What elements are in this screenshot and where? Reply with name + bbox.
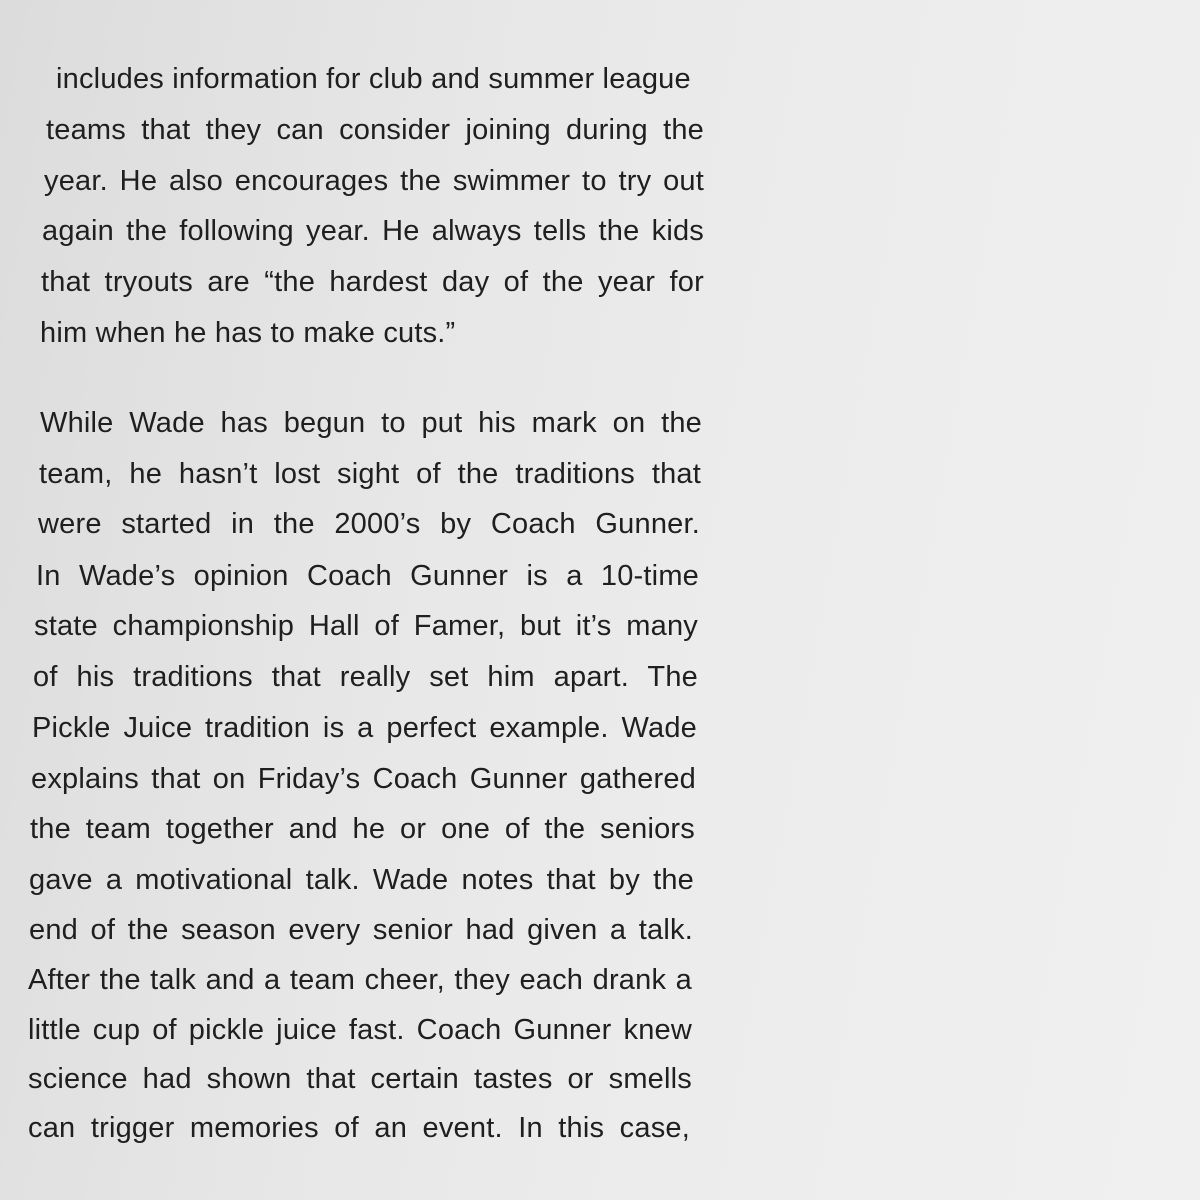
- text-line: him when he has to make cuts.”: [40, 317, 456, 349]
- text-line: end of the season every senior had given a talk.: [29, 914, 693, 946]
- text-line: again the following year. He always tells the kids: [42, 215, 704, 247]
- text-line: teams that they can consider joining during the: [46, 114, 704, 146]
- text-line: While Wade has begun to put his mark on the: [40, 407, 702, 439]
- text-line: In Wade’s opinion Coach Gunner is a 10-time: [36, 560, 699, 592]
- text-line: Pickle Juice tradition is a perfect example. Wade: [32, 712, 697, 744]
- text-line: can trigger memories of an event. In this case,: [28, 1112, 690, 1144]
- text-line: includes information for club and summer league: [56, 63, 691, 95]
- text-line: that tryouts are “the hardest day of the year for: [41, 266, 704, 298]
- text-line: of his traditions that really set him apart. The: [33, 661, 698, 693]
- text-line: little cup of pickle juice fast. Coach Gunner knew: [28, 1014, 692, 1046]
- text-line: gave a motivational talk. Wade notes that by the: [29, 864, 694, 896]
- text-line: explains that on Friday’s Coach Gunner gathered: [31, 763, 696, 795]
- text-line: team, he hasn’t lost sight of the traditions that: [39, 458, 701, 490]
- text-line: science had shown that certain tastes or smells: [28, 1063, 692, 1095]
- text-line: After the talk and a team cheer, they each drank a: [28, 964, 692, 996]
- text-line: state championship Hall of Famer, but it’s many: [34, 610, 698, 642]
- text-line: were started in the 2000’s by Coach Gunner.: [38, 508, 700, 540]
- text-line: the team together and he or one of the seniors: [30, 813, 695, 845]
- text-line: year. He also encourages the swimmer to try out: [44, 165, 704, 197]
